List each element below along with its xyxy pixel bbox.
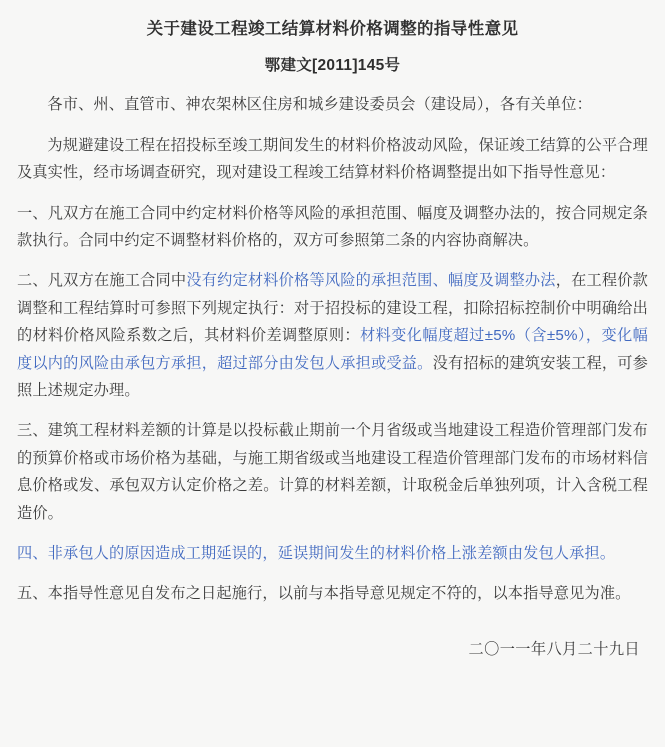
- highlighted-text: 没有约定材料价格等风险的承担范围、幅度及调整办法: [186, 272, 556, 290]
- plain-text: 二、凡双方在施工合同中: [17, 272, 187, 290]
- preamble-paragraph: 为规避建设工程在招投标至竣工期间发生的材料价格波动风险，保证竣工结算的公平合理及真实性，经市场调查研究，现对建设工程竣工结算材料价格调整提出如下指导性意见：: [17, 136, 648, 182]
- highlighted-text: 四、非承包人的原因造成工期延误的，延误期间发生的材料价格上涨差额由发包人承担。: [17, 545, 616, 563]
- plain-text: 一、凡双方在施工合同中约定材料价格等风险的承担范围、幅度及调整办法的，按合同规定条款执行。合同中约定不调整材料价格的，双方可参照第二条的内容协商解决。: [17, 204, 648, 250]
- article-4: [17, 540, 648, 567]
- document-body: [17, 77, 648, 663]
- highlighted-text: 材料变化幅度超过±5%（含±5%），变化幅度以内的风险由承包方承担，超过部分由发包人承担或受益。: [17, 327, 648, 372]
- issue-date: 二〇一一年八月二十九日: [468, 640, 640, 658]
- plain-text: ，在工程价款调整和工程结算时可参照下列规定执行：对于招投标的建设工程，扣除招标控制价中明确给出的材料价格风险系数之后，其材料价差调整原则：: [17, 272, 648, 345]
- page-title: 关于建设工程竣工结算材料价格调整的指导性意见: [146, 20, 519, 38]
- document-number: 鄂建文[2011]145号: [264, 56, 401, 74]
- addressee-line: 各市、州、直管市、神农架林区住房和城乡建设委员会（建设局），各有关单位：: [47, 96, 592, 114]
- article-1: [17, 200, 648, 255]
- plain-text: 三、建筑工程材料差额的计算是以投标截止期前一个月省级或当地建设工程造价管理部门发布的预算价格或市场价格为基础，与施工期省级或当地建设工程造价管理部门发布的市场材料信息价格或发、承包双方认定价格之差。计算的材料差额，计取税金后单独列项，计入含税工程造价。: [17, 422, 648, 522]
- article-3: [17, 417, 648, 527]
- article-5: [17, 580, 648, 607]
- article-2: [17, 267, 648, 404]
- plain-text: 五、本指导性意见自发布之日起施行，以前与本指导意见规定不符的，以本指导意见为准。: [17, 585, 631, 603]
- plain-text: 没有招标的建筑安装工程，可参照上述规定办理。: [17, 354, 648, 400]
